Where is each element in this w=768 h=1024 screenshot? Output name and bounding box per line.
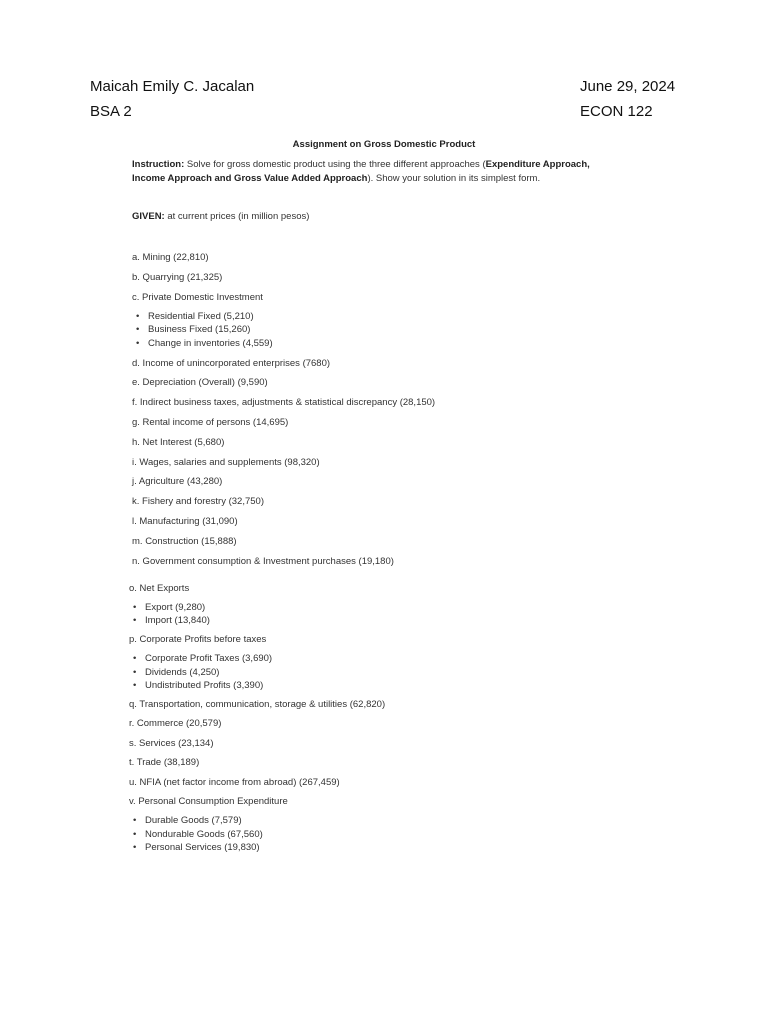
- given-line: [132, 211, 309, 222]
- item-personal-consumption: v. Personal Consumption Expenditure: [129, 796, 288, 807]
- sub-item-residential-fixed: • Residential Fixed (5,210): [148, 311, 254, 322]
- item-private-domestic-investment: c. Private Domestic Investment: [132, 292, 263, 303]
- item-mining: a. Mining (22,810): [132, 252, 209, 263]
- item-indirect-business-taxes: f. Indirect business taxes, adjustments & statistical discrepancy (28,150): [132, 397, 436, 408]
- given-label: GIVEN:: [132, 211, 165, 222]
- item-unincorporated-income: d. Income of unincorporated enterprises (7680): [132, 358, 331, 369]
- item-rental-income: g. Rental income of persons (14,695): [132, 417, 289, 428]
- course-code: ECON 122: [580, 103, 653, 120]
- given-text: at current prices (in million pesos): [164, 211, 310, 222]
- sub-item-nondurable-goods: • Nondurable Goods (67,560): [145, 829, 263, 840]
- sub-item-undistributed-profits: • Undistributed Profits (3,390): [145, 680, 263, 691]
- item-services: s. Services (23,134): [129, 738, 214, 749]
- item-government-consumption: n. Government consumption & Investment purchases (19,180): [132, 556, 394, 567]
- sub-item-dividends: • Dividends (4,250): [145, 667, 219, 678]
- sub-item-durable-goods: • Durable Goods (7,579): [145, 815, 242, 826]
- submission-date: June 29, 2024: [580, 78, 676, 95]
- item-depreciation: e. Depreciation (Overall) (9,590): [132, 377, 268, 388]
- sub-item-import: • Import (13,840): [145, 615, 210, 626]
- item-construction: m. Construction (15,888): [132, 536, 237, 547]
- sub-item-export: • Export (9,280): [145, 602, 205, 613]
- item-trade: t. Trade (38,189): [129, 757, 200, 768]
- assignment-title: Assignment on Gross Domestic Product: [292, 139, 476, 150]
- sub-item-business-fixed: • Business Fixed (15,260): [148, 324, 250, 335]
- instruction-label: Instruction:: [132, 159, 185, 170]
- sub-item-change-in-inventories: • Change in inventories (4,559): [148, 338, 273, 349]
- item-nfia: u. NFIA (net factor income from abroad) (267,459): [129, 777, 340, 788]
- instruction-text-end: ). Show your solution in its simplest form.: [367, 173, 541, 184]
- item-net-exports: o. Net Exports: [129, 583, 190, 594]
- item-transportation: q. Transportation, communication, storage & utilities (62,820): [129, 699, 386, 710]
- item-agriculture: j. Agriculture (43,280): [132, 476, 223, 487]
- instruction-text: Solve for gross domestic product using the three different approaches (: [184, 159, 486, 170]
- item-net-interest: h. Net Interest (5,680): [132, 437, 225, 448]
- item-quarrying: b. Quarrying (21,325): [132, 272, 223, 283]
- sub-item-personal-services: • Personal Services (19,830): [145, 842, 260, 853]
- item-corporate-profits: p. Corporate Profits before taxes: [129, 634, 267, 645]
- instruction-paragraph: [132, 158, 622, 186]
- item-manufacturing: l. Manufacturing (31,090): [132, 516, 238, 527]
- student-name: Maicah Emily C. Jacalan: [90, 78, 255, 95]
- year-level: BSA 2: [90, 103, 132, 120]
- item-wages-salaries: i. Wages, salaries and supplements (98,320): [132, 457, 320, 468]
- instruction-approaches: Expenditure Approach, Income Approach and Gross Value Added Approach: [132, 159, 590, 184]
- item-commerce: r. Commerce (20,579): [129, 718, 222, 729]
- item-fishery-forestry: k. Fishery and forestry (32,750): [132, 496, 264, 507]
- sub-item-corporate-profit-taxes: • Corporate Profit Taxes (3,690): [145, 653, 272, 664]
